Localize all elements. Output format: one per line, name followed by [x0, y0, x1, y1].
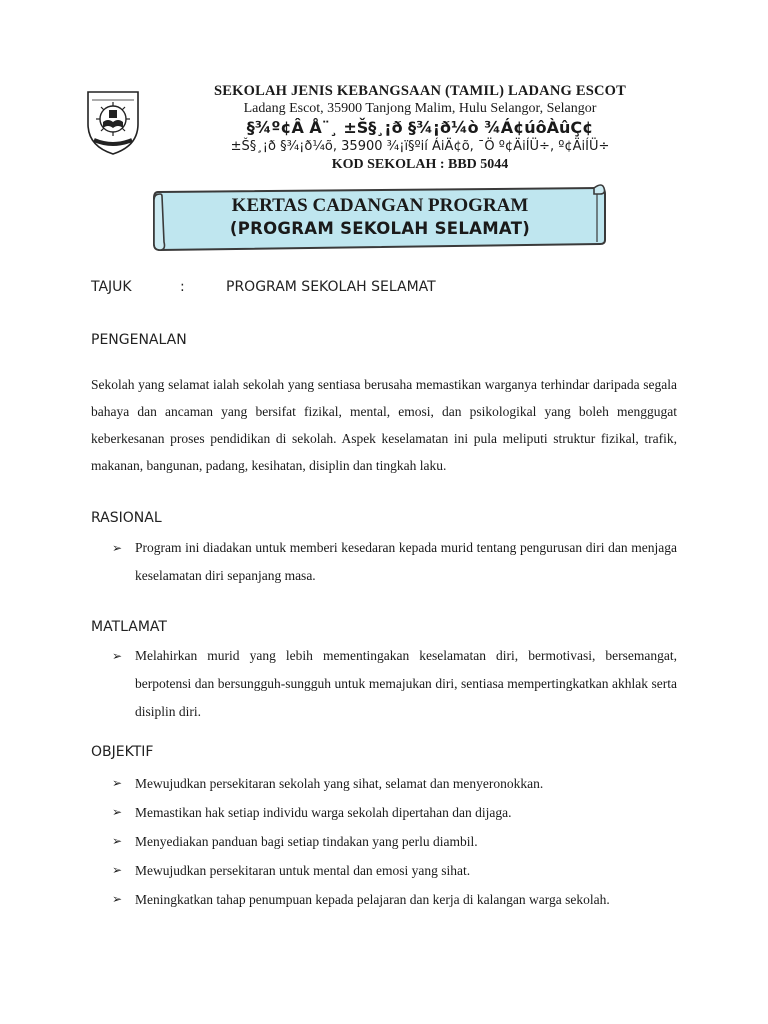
list-item: [91, 798, 677, 827]
list-item-text: Meningkatkan tahap penumpuan kepada pelajaran dan kerja di kalangan warga sekolah.: [135, 892, 610, 907]
arrow-bullet-icon: ➢: [112, 776, 123, 790]
title-separator: :: [180, 279, 185, 295]
title-value: PROGRAM SEKOLAH SELAMAT: [226, 279, 436, 295]
school-address-tamil: ±Š§¸¡ð §¾¡ð¼õ, 35900 ¾¡ï§ºií ÁiÄ¢õ, ¯Ö º¢ÄiÍÜ÷, º¢ÄiÍÜ÷: [230, 139, 610, 154]
section-heading-matlamat: MATLAMAT: [91, 619, 167, 635]
list-item-text: Mewujudkan persekitaran sekolah yang sihat, selamat dan menyeronokkan.: [135, 776, 544, 791]
list-item: [91, 827, 677, 856]
arrow-bullet-icon: ➢: [112, 805, 123, 819]
school-name: SEKOLAH JENIS KEBANGSAAN (TAMIL) LADANG ESCOT: [214, 83, 626, 99]
school-name-tamil: §¾º¢Â Å¨¸ ±Š§¸¡ð §¾¡ð¼ò ¾Á¢úôÀûÇ¢: [246, 118, 594, 137]
arrow-bullet-icon: ➢: [112, 892, 123, 906]
arrow-bullet-icon: ➢: [112, 541, 123, 555]
list-item-text: Memastikan hak setiap individu warga sekolah dipertahan dan dijaga.: [135, 805, 512, 820]
list-item: [91, 856, 677, 885]
list-item: [91, 642, 677, 726]
letterhead: [160, 82, 680, 174]
list-item-text: Program ini diadakan untuk memberi kesedaran kepada murid tentang pengurusan diri dan menjaga keselamatan diri sepanjang masa.: [135, 540, 677, 583]
school-address: Ladang Escot, 35900 Tanjong Malim, Hulu Selangor, Selangor: [243, 101, 597, 116]
list-item: [91, 769, 677, 798]
arrow-bullet-icon: ➢: [112, 834, 123, 848]
list-item-text: Mewujudkan persekitaran untuk mental dan emosi yang sihat.: [135, 863, 471, 878]
school-crest-logo: [84, 84, 142, 156]
section-heading-pengenalan: PENGENALAN: [91, 332, 187, 348]
section-heading-rasional: RASIONAL: [91, 510, 162, 526]
pengenalan-paragraph: Sekolah yang selamat ialah sekolah yang sentiasa berusaha memastikan warganya terhindar daripada segala bahaya dan ancaman yang bersifat fizikal, mental, emosi, dan psikologikal yang boleh menggugat keberkesanan proses pendidikan di sekolah. Aspek keselamatan ini pula meliputi struktur fizikal, trafik, makanan, bangunan, padang, kesihatan, disiplin dan tingkah laku.: [91, 377, 677, 473]
document-title: KERTAS CADANGAN PROGRAM: [231, 195, 529, 216]
title-scroll-banner: [150, 182, 610, 254]
section-heading-objektif: OBJEKTIF: [91, 744, 154, 760]
title-label: TAJUK: [91, 279, 132, 295]
matlamat-list: [91, 642, 677, 726]
list-item: [91, 885, 677, 914]
school-code: KOD SEKOLAH : BBD 5044: [331, 157, 509, 172]
rasional-list: [91, 534, 677, 590]
list-item-text: Melahirkan murid yang lebih mementingakan keselamatan diri, bermotivasi, bersemangat, berpotensi dan bersungguh-sungguh untuk memajukan diri, sentiasa mempertingkatkan akhlak serta disiplin diri.: [135, 648, 677, 719]
document-subtitle: (PROGRAM SEKOLAH SELAMAT): [229, 219, 531, 238]
objektif-list: [91, 769, 677, 914]
title-row: [91, 279, 691, 299]
arrow-bullet-icon: ➢: [112, 649, 123, 663]
arrow-bullet-icon: ➢: [112, 863, 123, 877]
list-item-text: Menyediakan panduan bagi setiap tindakan yang perlu diambil.: [135, 834, 478, 849]
list-item: [91, 534, 677, 590]
